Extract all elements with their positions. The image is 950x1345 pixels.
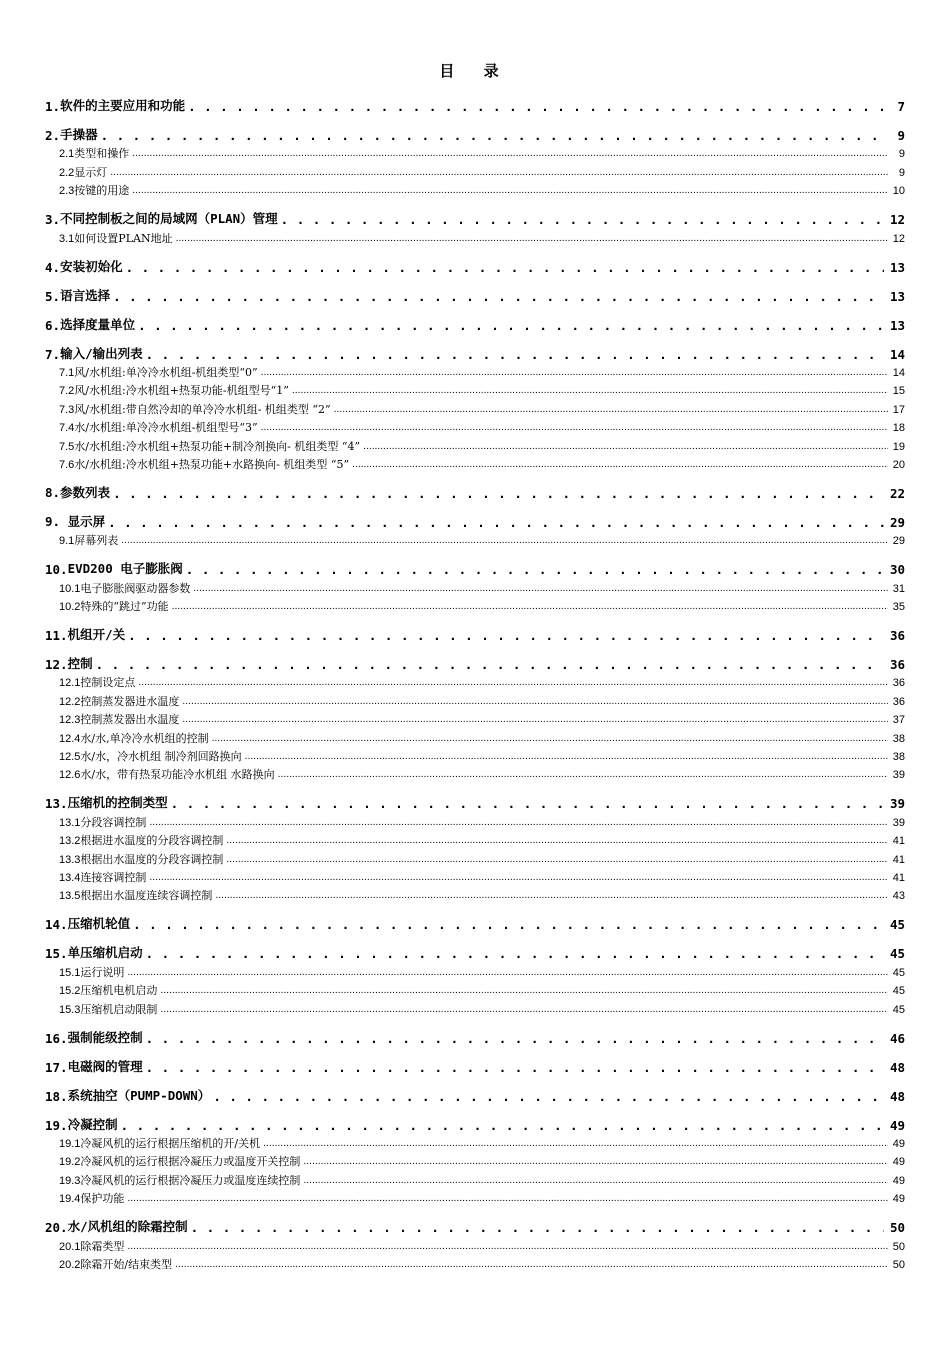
toc-subsection-entry[interactable] <box>45 1188 905 1206</box>
entry-title: 单压缩机启动 <box>67 945 143 961</box>
entry-number: 16. <box>45 1030 68 1046</box>
dot-leader <box>212 731 888 746</box>
entry-number: 19.4 <box>59 1193 81 1206</box>
toc-section-entry[interactable] <box>45 315 905 333</box>
dot-leader <box>121 1118 884 1133</box>
section-gap <box>45 782 905 793</box>
toc-subsection-entry[interactable] <box>45 1151 905 1169</box>
entry-number: 15.2 <box>59 985 81 998</box>
entry-number: 12.2 <box>59 695 81 708</box>
toc-subsection-entry[interactable] <box>45 577 905 595</box>
entry-title: 水/水机组:单冷冷水机组-机组型号“3” <box>74 421 258 435</box>
section-gap <box>45 548 905 559</box>
entry-number: 10. <box>45 562 68 578</box>
entry-number: 13.3 <box>59 853 81 866</box>
entry-page-number: 36 <box>889 628 905 644</box>
entry-title: 根据出水温度的分段容调控制 <box>80 852 224 866</box>
entry-title: 按键的用途 <box>74 184 130 198</box>
toc-subsection-entry[interactable] <box>45 1254 905 1272</box>
entry-number: 2. <box>45 128 61 143</box>
entry-number: 12.1 <box>59 677 81 690</box>
toc-subsection-entry[interactable] <box>45 1133 905 1151</box>
entry-number: 17. <box>45 1059 68 1075</box>
entry-title: 语言选择 <box>60 287 111 303</box>
entry-title: 不同控制板之间的局域网（PLAN）管理 <box>60 211 278 227</box>
entry-page-number: 45 <box>889 946 905 962</box>
toc-subsection-entry[interactable] <box>45 867 905 885</box>
entry-title: 9. 显示屏 <box>45 513 106 529</box>
dot-leader <box>133 917 884 932</box>
dot-leader <box>113 289 884 304</box>
section-gap <box>45 501 905 512</box>
toc-subsection-entry[interactable] <box>45 362 905 380</box>
entry-number: 2.2 <box>59 166 75 179</box>
entry-number: 19.3 <box>59 1174 81 1187</box>
section-gap <box>45 614 905 625</box>
toc-section-entry[interactable] <box>45 943 905 961</box>
entry-title: 压缩机电机启动 <box>80 984 158 998</box>
dot-leader <box>146 347 884 362</box>
entry-number: 2.3 <box>59 185 75 198</box>
dot-leader <box>303 1173 888 1188</box>
dot-leader <box>132 146 888 161</box>
entry-number: 10.1 <box>59 582 81 595</box>
section-gap <box>45 932 905 943</box>
section-gap <box>45 1206 905 1217</box>
toc-subsection-entry[interactable] <box>45 830 905 848</box>
dot-leader <box>303 1154 888 1169</box>
toc-subsection-entry[interactable] <box>45 885 905 903</box>
entry-number: 3. <box>45 212 61 228</box>
dot-leader <box>171 796 884 811</box>
toc-section-entry[interactable] <box>45 1115 905 1133</box>
entry-page-number: 39 <box>889 796 905 812</box>
entry-number: 10.2 <box>59 601 81 614</box>
entry-title: 显示灯 <box>74 165 108 179</box>
toc-section-entry[interactable] <box>45 625 905 643</box>
toc-subsection-entry[interactable] <box>45 161 905 179</box>
entry-page-number: 50 <box>892 1240 905 1253</box>
dot-leader <box>149 870 888 885</box>
entry-page-number: 37 <box>892 714 905 727</box>
dot-leader <box>146 1031 884 1046</box>
toc-section-entry[interactable] <box>45 559 905 577</box>
toc-title: 目 录 <box>439 62 511 80</box>
entry-page-number: 49 <box>889 1117 905 1133</box>
toc-subsection-entry[interactable] <box>45 727 905 745</box>
entry-title: 水/水，冷水机组 制冷剂回路换向 <box>80 750 242 764</box>
entry-page-number: 45 <box>889 917 905 933</box>
entry-number: 12. <box>45 657 68 673</box>
entry-title: 特殊的“跳过”功能 <box>80 600 169 614</box>
entry-title: 8.参数列表 <box>45 484 111 500</box>
dot-leader <box>127 965 888 980</box>
entry-number: 15.1 <box>59 966 81 979</box>
entry-title: 压缩机启动限制 <box>80 1002 158 1016</box>
entry-title: 压缩机轮值 <box>67 916 131 932</box>
dot-leader <box>108 515 884 530</box>
entry-title: 安装初始化 <box>60 258 123 274</box>
entry-page-number: 50 <box>889 1220 905 1236</box>
toc-subsection-entry[interactable] <box>45 998 905 1016</box>
section-gap <box>45 1017 905 1028</box>
entry-number: 13. <box>45 796 68 812</box>
dot-leader <box>127 1239 888 1254</box>
entry-title: 风/水机组:带自然冷却的单冷冷水机组- 机组类型 “2” <box>74 402 331 416</box>
entry-title: 软件的主要应用和功能 <box>60 98 186 113</box>
entry-page-number: 31 <box>892 582 905 595</box>
dot-leader <box>193 581 888 596</box>
toc-list <box>45 96 905 1272</box>
dot-leader <box>113 486 884 501</box>
entry-title: 水/水机组:冷水机组+热泵功能+制冷剂换向- 机组类型 “4” <box>74 439 361 453</box>
entry-title: 连接容调控制 <box>80 870 147 884</box>
entry-number: 12.5 <box>59 751 81 764</box>
entry-number: 13.5 <box>59 890 81 903</box>
entry-page-number: 50 <box>892 1258 905 1271</box>
entry-page-number: 45 <box>892 1003 905 1016</box>
entry-number: 15.3 <box>59 1003 81 1016</box>
entry-page-number: 9 <box>898 148 905 161</box>
toc-subsection-entry[interactable] <box>45 227 905 245</box>
entry-page-number: 22 <box>889 485 905 501</box>
dot-leader <box>127 1191 888 1206</box>
section-gap <box>45 1046 905 1057</box>
section-gap <box>45 275 905 286</box>
entry-title: 电子膨胀阀驱动器参数 <box>80 581 191 595</box>
entry-number: 18. <box>45 1088 68 1104</box>
toc-subsection-entry[interactable] <box>45 746 905 764</box>
dot-leader <box>160 983 888 998</box>
entry-page-number: 43 <box>892 890 905 903</box>
entry-page-number: 38 <box>892 732 905 745</box>
toc-subsection-entry[interactable] <box>45 764 905 782</box>
dot-leader <box>126 260 884 275</box>
entry-page-number: 19 <box>892 440 905 453</box>
dot-leader <box>363 439 888 454</box>
dot-leader <box>149 815 888 830</box>
dot-leader <box>121 533 888 548</box>
entry-number: 7.2 <box>59 385 75 398</box>
entry-number: 7.6 <box>59 458 75 471</box>
toc-section-entry[interactable] <box>45 1217 905 1235</box>
toc-section-entry[interactable] <box>45 793 905 811</box>
entry-page-number: 14 <box>892 366 905 379</box>
toc-section-entry[interactable] <box>45 1028 905 1046</box>
entry-title: 控制设定点 <box>80 676 136 690</box>
entry-title: 输入/输出列表 <box>60 345 143 361</box>
entry-number: 15. <box>45 946 68 962</box>
entry-title: 系统抽空（PUMP-DOWN） <box>67 1087 211 1103</box>
dot-leader <box>263 1136 888 1151</box>
toc-subsection-entry[interactable] <box>45 672 905 690</box>
entry-page-number: 29 <box>889 514 905 530</box>
entry-title: 如何设置PLAN地址 <box>74 231 173 245</box>
toc-subsection-entry[interactable] <box>45 980 905 998</box>
toc-section-entry[interactable] <box>45 1086 905 1104</box>
toc-subsection-entry[interactable] <box>45 961 905 979</box>
entry-title: 运行说明 <box>80 965 125 979</box>
entry-number: 1. <box>45 99 61 114</box>
entry-title: 风/水机组:冷水机组+热泵功能-机组型号“1” <box>74 384 289 398</box>
entry-page-number: 9 <box>898 166 905 179</box>
entry-page-number: 17 <box>892 403 905 416</box>
dot-leader <box>176 231 888 246</box>
entry-number: 7.5 <box>59 440 75 453</box>
entry-number: 19.1 <box>59 1137 81 1150</box>
section-gap <box>45 246 905 257</box>
toc-section-entry[interactable] <box>45 914 905 932</box>
entry-number: 20.2 <box>59 1258 81 1271</box>
dot-leader <box>191 1220 884 1235</box>
dot-leader <box>226 833 888 848</box>
entry-page-number: 41 <box>892 853 905 866</box>
entry-number: 9.1 <box>59 535 75 548</box>
entry-number: 19.2 <box>59 1156 81 1169</box>
entry-page-number: 36 <box>892 695 905 708</box>
section-gap <box>45 1075 905 1086</box>
dot-leader <box>261 365 888 380</box>
entry-number: 20. <box>45 1220 68 1236</box>
dot-leader <box>96 657 884 672</box>
toc-subsection-entry[interactable] <box>45 709 905 727</box>
entry-title: 风/水机组:单冷冷水机组-机组类型“0” <box>74 365 258 379</box>
entry-page-number: 49 <box>892 1174 905 1187</box>
dot-leader <box>182 712 888 727</box>
entry-title: 除霜类型 <box>80 1239 125 1253</box>
dot-leader <box>110 165 888 180</box>
entry-title: 水/水机组:冷水机组+热泵功能+水路换向- 机组类型 “5” <box>74 457 350 471</box>
entry-title: 手操器 <box>60 127 98 142</box>
toc-subsection-entry[interactable] <box>45 380 905 398</box>
dot-leader <box>213 1089 884 1104</box>
entry-number: 3.1 <box>59 232 75 245</box>
toc-subsection-entry[interactable] <box>45 530 905 548</box>
entry-title: 控制蒸发器进水温度 <box>80 694 180 708</box>
entry-page-number: 41 <box>892 871 905 884</box>
entry-page-number: 38 <box>892 751 905 764</box>
entry-page-number: 39 <box>892 816 905 829</box>
entry-page-number: 45 <box>892 966 905 979</box>
entry-number: 12.6 <box>59 769 81 782</box>
entry-page-number: 41 <box>892 835 905 848</box>
dot-leader <box>128 628 884 643</box>
entry-number: 4. <box>45 259 61 275</box>
dot-leader <box>160 1002 888 1017</box>
entry-title: 冷凝风机的运行根据冷凝压力或温度连续控制 <box>80 1173 301 1187</box>
toc-subsection-entry[interactable] <box>45 1169 905 1187</box>
dot-leader <box>186 562 884 577</box>
entry-title: 控制 <box>67 656 93 672</box>
toc-section-entry[interactable] <box>45 512 905 530</box>
entry-page-number: 14 <box>889 346 905 362</box>
entry-number: 13.2 <box>59 835 81 848</box>
entry-page-number: 39 <box>892 769 905 782</box>
entry-page-number: 49 <box>892 1156 905 1169</box>
entry-title: 根据进水温度的分段容调控制 <box>80 834 224 848</box>
entry-page-number: 46 <box>889 1030 905 1046</box>
dot-leader <box>278 767 888 782</box>
dot-leader <box>281 212 884 227</box>
entry-number: 7.1 <box>59 366 75 379</box>
entry-number: 14. <box>45 917 68 933</box>
entry-title: 水/风机组的除霜控制 <box>67 1219 188 1235</box>
entry-page-number: 7 <box>897 99 905 114</box>
entry-title: 类型和操作 <box>74 147 130 161</box>
toc-section-entry[interactable] <box>45 654 905 672</box>
toc-section-entry[interactable] <box>45 96 905 114</box>
entry-page-number: 9 <box>897 128 905 143</box>
dot-leader <box>182 694 888 709</box>
entry-number: 7.3 <box>59 403 75 416</box>
entry-page-number: 45 <box>892 985 905 998</box>
section-gap <box>45 1104 905 1115</box>
toc-subsection-entry[interactable] <box>45 417 905 435</box>
section-gap <box>45 472 905 483</box>
entry-title: 分段容调控制 <box>80 815 147 829</box>
entry-number: 11. <box>45 628 68 644</box>
toc-section-entry[interactable] <box>45 209 905 227</box>
entry-page-number: 49 <box>892 1193 905 1206</box>
entry-title: 冷凝控制 <box>67 1116 118 1132</box>
dot-leader <box>245 749 888 764</box>
entry-title: 控制蒸发器出水温度 <box>80 713 180 727</box>
section-gap <box>45 198 905 209</box>
entry-title: 水/水,单冷冷水机组的控制 <box>80 731 209 745</box>
dot-leader <box>215 888 888 903</box>
toc-subsection-entry[interactable] <box>45 180 905 198</box>
toc-subsection-entry[interactable] <box>45 143 905 161</box>
toc-section-entry[interactable] <box>45 257 905 275</box>
toc-subsection-entry[interactable] <box>45 811 905 829</box>
entry-page-number: 15 <box>892 385 905 398</box>
entry-page-number: 12 <box>892 232 905 245</box>
toc-subsection-entry[interactable] <box>45 398 905 416</box>
entry-title: 压缩机的控制类型 <box>67 795 168 811</box>
entry-number: 20.1 <box>59 1240 81 1253</box>
dot-leader <box>352 457 888 472</box>
entry-title: 除霜开始/结束类型 <box>80 1257 173 1271</box>
entry-page-number: 36 <box>889 657 905 673</box>
section-gap <box>45 643 905 654</box>
entry-number: 19. <box>45 1117 68 1133</box>
entry-page-number: 18 <box>892 422 905 435</box>
entry-page-number: 36 <box>892 677 905 690</box>
entry-title: EVD200 电子膨胀阀 <box>67 561 183 577</box>
entry-page-number: 13 <box>889 317 905 333</box>
dot-leader <box>172 599 888 614</box>
entry-title: 机组开/关 <box>67 627 126 643</box>
dot-leader <box>226 852 888 867</box>
toc-subsection-entry[interactable] <box>45 848 905 866</box>
entry-title: 选择度量单位 <box>60 316 136 332</box>
dot-leader <box>146 946 884 961</box>
toc-subsection-entry[interactable] <box>45 690 905 708</box>
entry-page-number: 29 <box>892 535 905 548</box>
toc-section-entry[interactable] <box>45 1057 905 1075</box>
dot-leader <box>146 1060 884 1075</box>
entry-number: 6. <box>45 317 61 333</box>
entry-number: 13.1 <box>59 816 81 829</box>
entry-number: 12.3 <box>59 714 81 727</box>
entry-number: 2.1 <box>59 148 75 161</box>
dot-leader <box>138 318 884 333</box>
entry-number: 7. <box>45 346 61 362</box>
entry-title: 冷凝风机的运行根据压缩机的开/关机 <box>80 1136 261 1150</box>
entry-page-number: 20 <box>892 458 905 471</box>
toc-section-entry[interactable] <box>45 483 905 501</box>
section-gap <box>45 114 905 125</box>
dot-leader <box>175 1257 888 1272</box>
section-gap <box>45 333 905 344</box>
dot-leader <box>188 99 884 114</box>
toc-subsection-entry[interactable] <box>45 1235 905 1253</box>
entry-number: 13.4 <box>59 871 81 884</box>
toc-section-entry[interactable] <box>45 125 905 143</box>
entry-title: 屏幕列表 <box>74 534 119 548</box>
entry-title: 根据出水温度连续容调控制 <box>80 889 213 903</box>
dot-leader <box>101 128 884 143</box>
toc-subsection-entry[interactable] <box>45 435 905 453</box>
dot-leader <box>292 383 888 398</box>
entry-title: 强制能级控制 <box>67 1029 143 1045</box>
entry-title: 水/水，带有热泵功能冷水机组 水路换向 <box>80 768 275 782</box>
entry-page-number: 35 <box>892 601 905 614</box>
toc-subsection-entry[interactable] <box>45 454 905 472</box>
entry-title: 电磁阀的管理 <box>67 1058 143 1074</box>
entry-page-number: 48 <box>889 1059 905 1075</box>
entry-page-number: 10 <box>892 185 905 198</box>
entry-number: 5. <box>45 288 61 304</box>
entry-page-number: 12 <box>889 212 905 228</box>
dot-leader <box>334 402 888 417</box>
toc-section-entry[interactable] <box>45 286 905 304</box>
dot-leader <box>132 183 888 198</box>
entry-number: 7.4 <box>59 422 75 435</box>
dot-leader <box>261 420 888 435</box>
entry-page-number: 13 <box>889 288 905 304</box>
entry-title: 冷凝风机的运行根据冷凝压力或温度开关控制 <box>80 1155 301 1169</box>
section-gap <box>45 903 905 914</box>
entry-page-number: 48 <box>889 1088 905 1104</box>
toc-section-entry[interactable] <box>45 344 905 362</box>
entry-page-number: 13 <box>889 259 905 275</box>
dot-leader <box>138 675 888 690</box>
section-gap <box>45 304 905 315</box>
entry-number: 12.4 <box>59 732 81 745</box>
toc-subsection-entry[interactable] <box>45 596 905 614</box>
entry-page-number: 49 <box>892 1137 905 1150</box>
entry-title: 保护功能 <box>80 1192 125 1206</box>
entry-page-number: 30 <box>889 562 905 578</box>
